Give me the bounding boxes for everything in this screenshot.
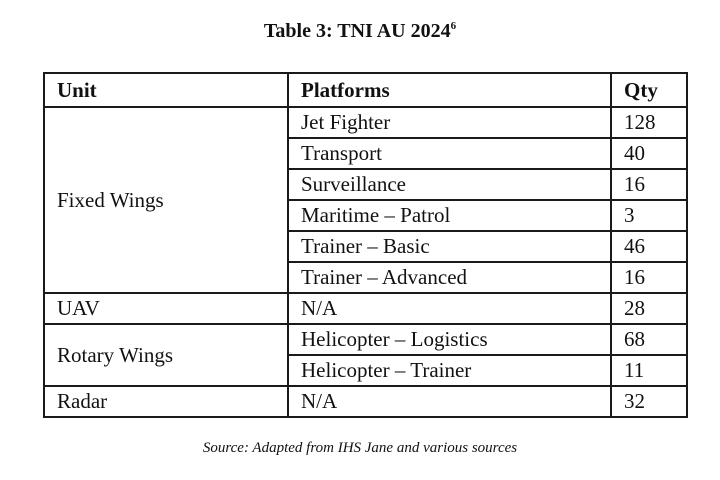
qty-cell: 32 [611,386,687,417]
table-row [44,293,687,324]
platform-cell: Helicopter – Logistics [288,324,611,355]
source-caption: Source: Adapted from IHS Jane and various sources [202,440,518,456]
platform-cell: N/A [288,386,611,417]
table-title [0,20,720,43]
platform-cell: Trainer – Advanced [288,262,611,293]
platform-cell: N/A [288,293,611,324]
title-footnote-marker: 6 [450,20,457,32]
qty-cell: 68 [611,324,687,355]
table-row [44,386,687,417]
table-title-text: Table 3: TNI AU 2024 [263,20,451,42]
header-row [44,73,687,107]
header-unit: Unit [44,73,288,107]
qty-cell: 3 [611,200,687,231]
header-platforms: Platforms [288,73,611,107]
platform-cell: Jet Fighter [288,107,611,138]
platform-cell: Helicopter – Trainer [288,355,611,386]
unit-cell: UAV [44,293,288,324]
unit-cell: Radar [44,386,288,417]
platform-cell: Surveillance [288,169,611,200]
qty-cell: 40 [611,138,687,169]
platform-cell: Transport [288,138,611,169]
qty-cell: 28 [611,293,687,324]
platform-cell: Trainer – Basic [288,231,611,262]
table-row [44,324,687,355]
data-table [43,72,688,418]
qty-cell: 128 [611,107,687,138]
unit-cell: Rotary Wings [44,324,288,386]
qty-cell: 11 [611,355,687,386]
unit-cell: Fixed Wings [44,107,288,293]
qty-cell: 16 [611,262,687,293]
platform-cell: Maritime – Patrol [288,200,611,231]
table-row [44,107,687,138]
qty-cell: 46 [611,231,687,262]
header-qty: Qty [611,73,687,107]
qty-cell: 16 [611,169,687,200]
